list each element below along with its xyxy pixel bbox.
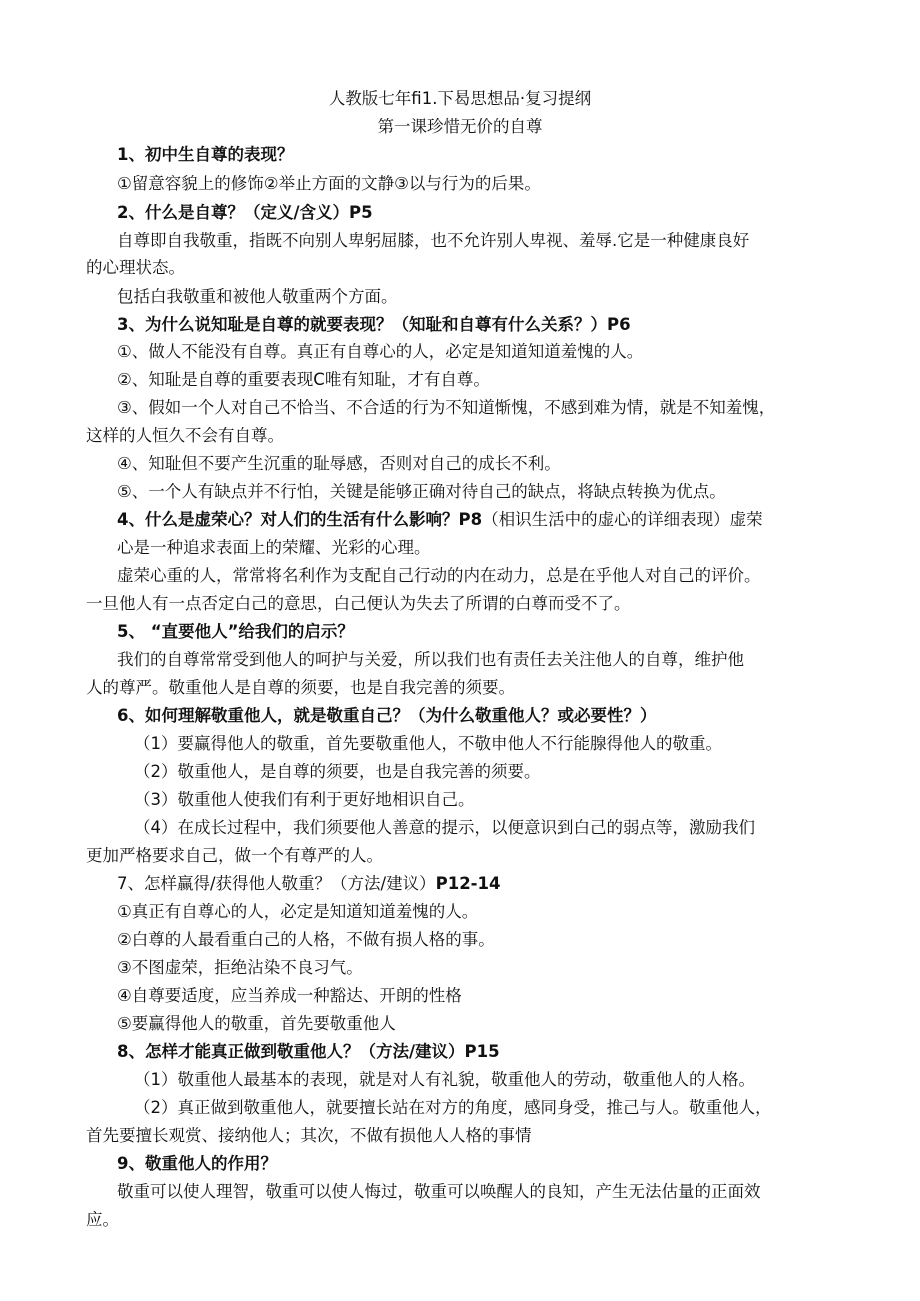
answer-5-line-2: 人的尊严。敬重他人是自尊的须要，也是自我完善的须要。 [86, 678, 515, 697]
answer-7-item-3: ③不图虚荣，拒绝沾染不良习气。 [117, 958, 363, 977]
answer-7-item-4: ④自尊要适度，应当养成一种豁达、开朗的性格 [117, 986, 462, 1005]
answer-4-line-3: 一旦他人有一点否定白己的意思，白己便认为失去了所谓的白尊而受不了。 [86, 594, 631, 613]
answer-9-line-1: 敬重可以使人理智，敬重可以使人悔过，敬重可以唤醒人的良知，产生无法估量的正面效 [117, 1182, 761, 1201]
answer-6-item-2: （2）敬重他人，是自尊的须要，也是自我完善的须要。 [134, 762, 541, 781]
question-text: 7、怎样赢得/获得他人敬重？（方法/建议） [117, 874, 436, 893]
answer-2-line-1: 自尊即自我敬重，指既不向别人卑躬屈膝，也不允许别人卑视、羞辱.它是一种健康良好 [117, 231, 750, 250]
answer-3-item-3-line-2: 这样的人恒久不会有自尊。 [86, 426, 284, 445]
answer-6-item-4-line-1: （4）在成长过程中，我们须要他人善意的提示，以便意识到白己的弱点等，激励我们 [134, 818, 755, 837]
question-8 [117, 1041, 500, 1063]
answer-6-item-3: （3）敬重他人使我们有利于更好地相识自己。 [134, 790, 475, 809]
question-number: 1、初中生自尊的表现？ [117, 145, 294, 164]
question-text: 5、 “直要他人”给我们的启示？ [117, 622, 354, 641]
question-4 [117, 509, 763, 531]
answer-3-item-4: ④、知耻但不要产生沉重的耻辱感，否则对自己的成长不利。 [117, 454, 561, 473]
question-9 [117, 1153, 277, 1175]
answer-3-item-1: ①、做人不能没有自尊。真正有自尊心的人，必定是知道知道羞愧的人。 [117, 342, 644, 361]
question-7 [117, 873, 501, 895]
answer-2-line-3: 包括白我敬重和被他人敬重两个方面。 [117, 287, 398, 306]
question-text: 4、什么是虚荣心？对人们的生活有什么影响？P8 [117, 510, 483, 529]
answer-7-item-5: ⑤要赢得他人的敬重，首先要敬重他人 [117, 1014, 396, 1033]
answer-3-item-5: ⑤、一个人有缺点并不行怕，关键是能够正确对待自己的缺点，将缺点转换为优点。 [117, 482, 726, 501]
answer-8-item-1: （1）敬重他人最基本的表现，就是对人有礼貌，敬重他人的劳动，敬重他人的人格。 [134, 1070, 755, 1089]
question-text: 2、什么是自尊？（定义/含义）P5 [117, 203, 373, 222]
answer-9-line-2: 应。 [86, 1210, 119, 1229]
document-subtitle: 第一课珍惜无价的自尊 [377, 117, 543, 136]
page-reference: P15 [464, 1042, 500, 1061]
question-text: 9、敬重他人的作用？ [117, 1154, 277, 1173]
answer-4-line-2: 虚荣心重的人，常常将名利作为支配自己行动的内在动力，总是在乎他人对自己的评价。 [117, 566, 761, 585]
question-note: （相识生活中的虚心的详细表现）虚荣 [482, 510, 763, 529]
answer-4-line-1: 心是一种追求表面上的荣耀、光彩的心理。 [117, 538, 431, 557]
question-text: 6、如何理解敬重他人，就是敬重自己？（为什么敬重他人？或必要性？） [117, 706, 657, 725]
question-text: 8、怎样才能真正做到敬重他人？（方法/建议） [117, 1042, 465, 1061]
answer-7-item-2: ②白尊的人最看重白己的人格，不做有损人格的事。 [117, 930, 495, 949]
answer-8-item-2-line-2: 首先要擅长观赏、接纳他人；其次，不做有损他人人格的事情 [86, 1126, 532, 1145]
answer-1: ①留意容貌上的修饰②举止方面的文静③以与行为的后果。 [117, 174, 541, 193]
answer-3-item-3-line-1: ③、假如一个人对自己不恰当、不合适的行为不知道惭愧，不感到难为情，就是不知羞愧， [117, 398, 776, 417]
answer-3-item-2: ②、知耻是自尊的重要表现C唯有知耻，才有自尊。 [117, 370, 490, 389]
answer-7-item-1: ①真正有自尊心的人，必定是知道知道羞愧的人。 [117, 902, 479, 921]
question-5 [117, 621, 354, 643]
answer-2-line-2: 的心理状态。 [86, 258, 185, 277]
answer-6-item-1: （1）要赢得他人的敬重，首先要敬重他人，不敬申他人不行能腺得他人的敬重。 [134, 734, 722, 753]
question-2 [117, 202, 373, 224]
answer-5-line-1: 我们的自尊常常受到他人的呵护与关爱，所以我们也有责任去关注他人的自尊，维护他 [117, 650, 744, 669]
question-text: 3、为什么说知耻是自尊的就要表现？（知耻和自尊有什么关系？）P6 [117, 315, 631, 334]
document-title: 人教版七年fi1.下曷思想品·复习提纲 [328, 89, 592, 108]
answer-8-item-2-line-1: （2）真正做到敬重他人，就要擅长站在对方的角度，感同身受，推己与人。敬重他人， [134, 1098, 772, 1117]
page-reference: P12-14 [435, 874, 501, 893]
question-3 [117, 314, 631, 336]
question-6 [117, 705, 656, 727]
answer-6-item-4-line-2: 更加严格要求自己，做一个有尊严的人。 [86, 846, 383, 865]
question-1 [117, 144, 293, 166]
